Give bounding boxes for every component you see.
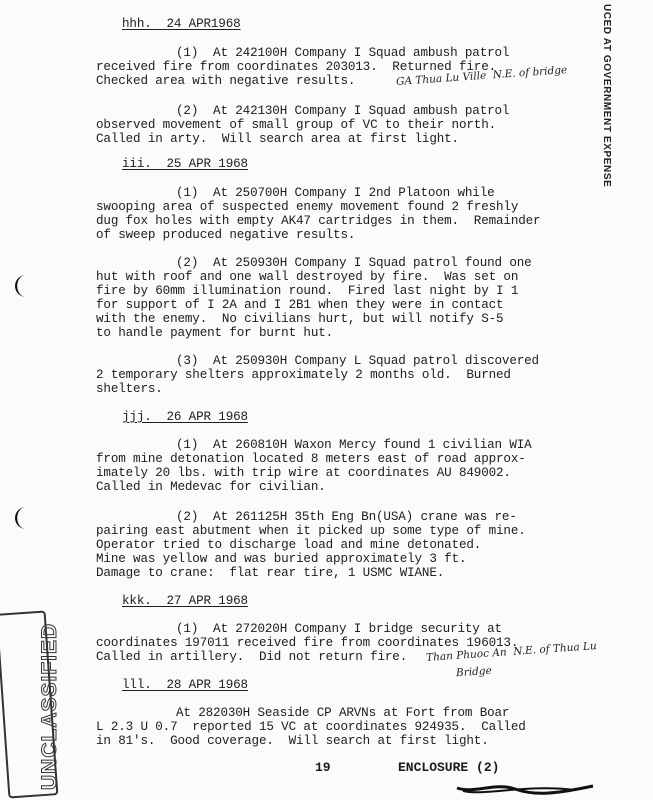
handwritten-note: GA Thua Lu Ville N.E. of bridge [395, 64, 568, 88]
text-line: to handle payment for burnt hut. [96, 326, 334, 340]
reproduction-notice [601, 4, 652, 254]
section-heading: hhh. 24 APR1968 [122, 17, 241, 31]
text-line: At 282030H Seaside CP ARVNs at Fort from Boar [176, 706, 510, 720]
text-line: L 2.3 U 0.7 reported 15 VC at coordinates 924935. Called [96, 720, 526, 734]
text-line: (1) At 250700H Company I 2nd Platoon while [176, 186, 495, 200]
section-heading: kkk. 27 APR 1968 [122, 594, 248, 608]
text-line: coordinates 197011 received fire from coordinates 196013. [96, 636, 519, 650]
binder-hole-icon [8, 504, 30, 532]
text-line: observed movement of small group of VC to their north. [96, 118, 497, 132]
section-heading: lll. 28 APR 1968 [122, 678, 248, 692]
binder-hole-icon [8, 272, 30, 300]
text-line: dug fox holes with empty AK47 cartridges in them. Remainder [96, 214, 541, 228]
text-line: Mine was yellow and was buried approximately 3 ft. [96, 552, 467, 566]
text-line: in 81's. Good coverage. Will search at first light. [96, 734, 489, 748]
text-line: received fire from coordinates 203013. Returned fire. [96, 60, 497, 74]
text-line: Called in Medevac for civilian. [96, 480, 326, 494]
text-line: with the enemy. No civilians hurt, but will notify S-5 [96, 312, 504, 326]
handwritten-note: Than Phuoc An N.E. of Thua Lu [425, 640, 598, 664]
text-line: pairing east abutment when it picked up some type of mine. [96, 524, 526, 538]
text-line: hut with roof and one wall destroyed by fire. Was set on [96, 270, 519, 284]
enclosure-label: ENCLOSURE (2) [398, 760, 500, 775]
text-line: (3) At 250930H Company L Squad patrol discovered [176, 354, 539, 368]
text-line: shelters. [96, 382, 163, 396]
text-line: from mine detonation located 8 meters east of road approx- [96, 452, 526, 466]
text-line: Called in artillery. Did not return fire. [96, 650, 408, 664]
text-line: (1) At 242100H Company I Squad ambush patrol [176, 46, 510, 60]
unclassified-stamp [2, 612, 61, 797]
section-heading: jjj. 26 APR 1968 [122, 410, 248, 424]
text-line: (1) At 260810H Waxon Mercy found 1 civilian WIA [176, 438, 532, 452]
ink-scribble [455, 778, 595, 796]
text-line: (2) At 250930H Company I Squad patrol found one [176, 256, 532, 270]
stamp-text: UNCLASSIFIED [38, 622, 61, 790]
text-line: (1) At 272020H Company I bridge security at [176, 622, 502, 636]
text-line: imately 20 lbs. with trip wire at coordinates AU 849002. [96, 466, 511, 480]
text-line: swooping area of suspected enemy movement found 2 freshly [96, 200, 519, 214]
text-line: (2) At 242130H Company I Squad ambush patrol [176, 104, 510, 118]
page-number: 19 [315, 760, 331, 775]
handwritten-note: Bridge [455, 664, 493, 680]
section-heading: iii. 25 APR 1968 [122, 157, 248, 171]
text-line: of sweep produced negative results. [96, 228, 356, 242]
text-line: fire by 60mm illumination round. Fired last night by I 1 [96, 284, 519, 298]
text-line: Operator tried to discharge load and mine detonated. [96, 538, 482, 552]
text-line: Called in arty. Will search area at first light. [96, 132, 459, 146]
text-line: (2) At 261125H 35th Eng Bn(USA) crane was re- [176, 510, 517, 524]
text-line: for support of I 2A and I 2B1 when they were in contact [96, 298, 504, 312]
text-line: Checked area with negative results. [96, 74, 356, 88]
text-line: 2 temporary shelters approximately 2 months old. Burned [96, 368, 511, 382]
reproduction-notice-text: UCED AT GOVERNMENT EXPENSE [601, 4, 612, 188]
text-line: Damage to crane: flat rear tire, 1 USMC WIANE. [96, 566, 445, 580]
